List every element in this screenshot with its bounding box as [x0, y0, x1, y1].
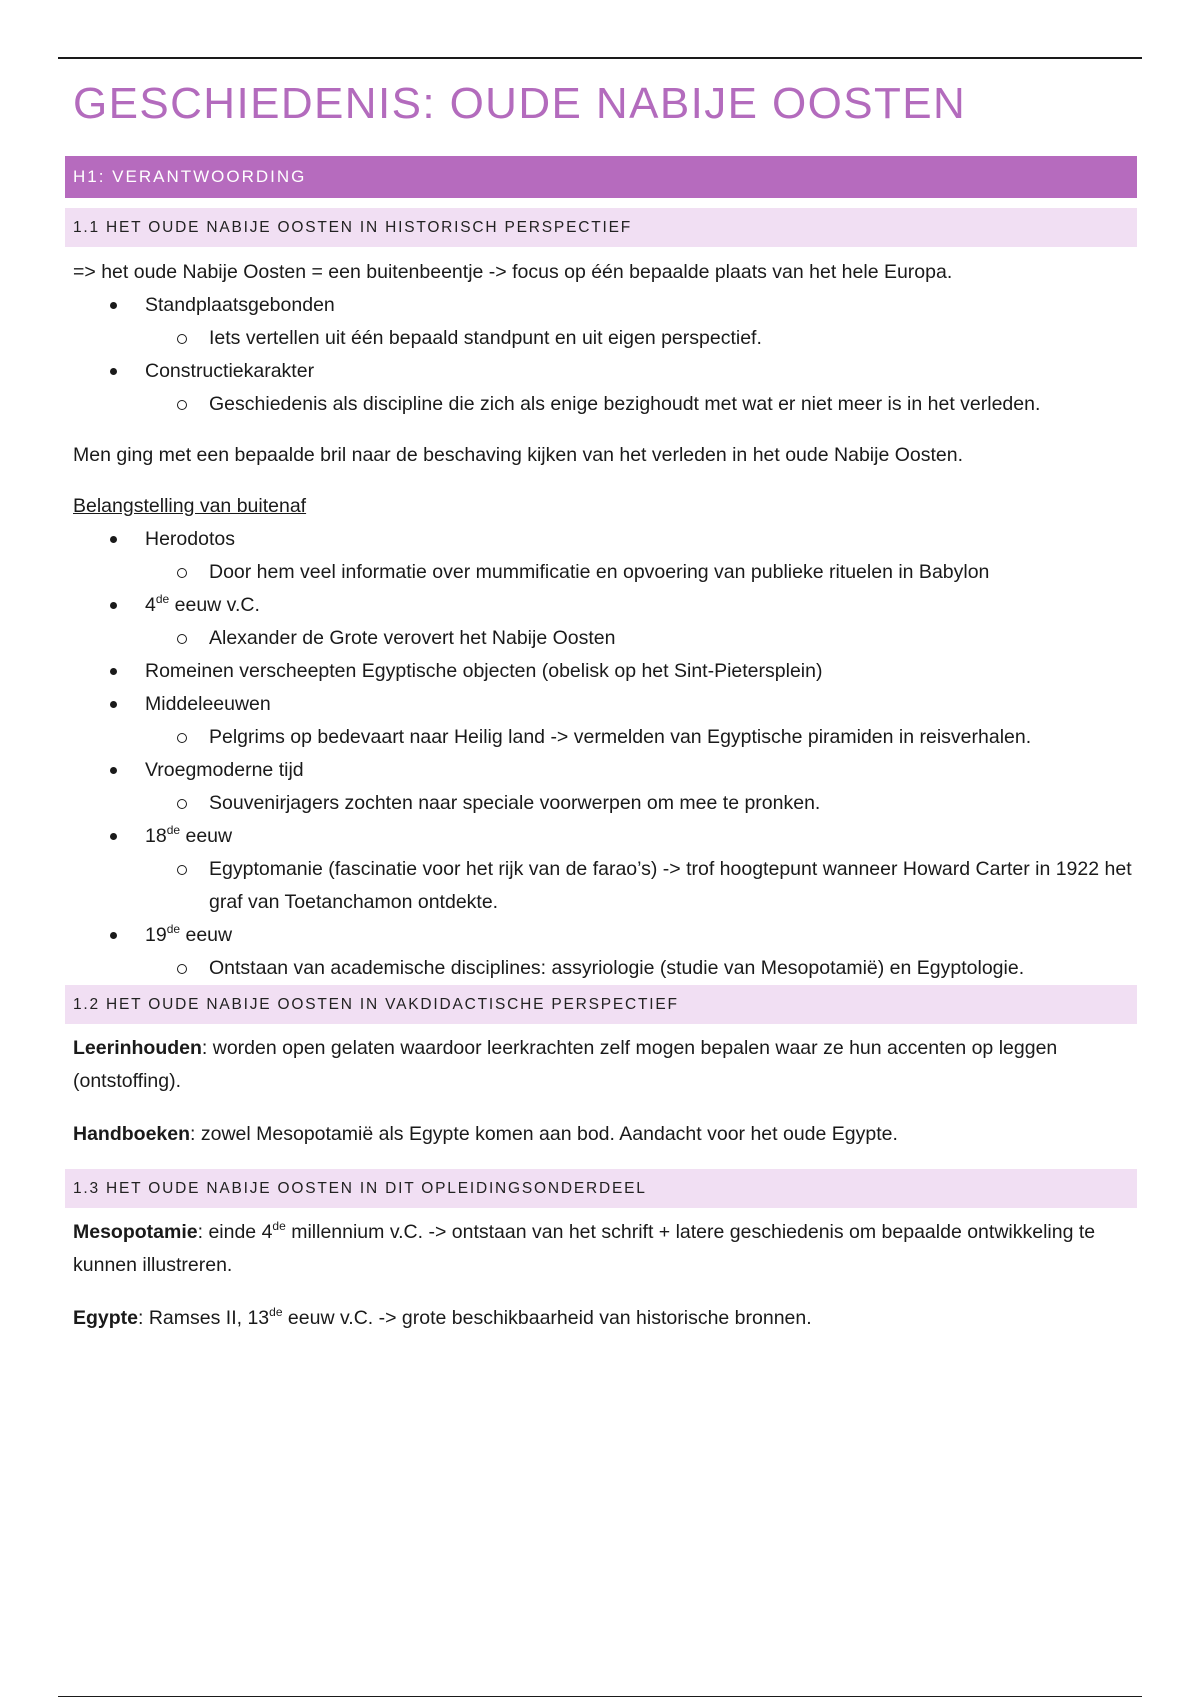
- term-bold: Leerinhouden: [73, 1037, 202, 1059]
- list-item: [65, 355, 1137, 421]
- bullet-icon: [110, 668, 117, 675]
- sub-list-item: [137, 853, 1137, 919]
- list-item-label: Vroegmoderne tijd: [145, 759, 304, 781]
- lead-paragraph: => het oude Nabije Oosten = een buitenbeentje -> focus op één bepaalde plaats van het hele Europa.: [73, 261, 953, 283]
- sub-list: [145, 322, 1137, 355]
- ordinal-suffix: de: [166, 922, 181, 936]
- bullet-icon: [110, 536, 117, 543]
- subheading-text: Belangstelling van buitenaf: [73, 495, 307, 517]
- document-page: [65, 72, 1137, 1335]
- sub-list: [145, 853, 1137, 919]
- bullet-icon: [110, 602, 117, 609]
- top-rule: [58, 57, 1142, 59]
- sub-list: [145, 787, 1137, 820]
- bullet-icon: [110, 767, 117, 774]
- sub-list-item-text: Ontstaan van academische disciplines: assyriologie (studie van Mesopotamië) en Egyptologie.: [209, 957, 1025, 979]
- subheading-belangstelling: [65, 490, 1137, 523]
- sub-list-item-text: Pelgrims op bedevaart naar Heilig land -> vermelden van Egyptische piramiden in reisverhalen.: [209, 726, 1032, 748]
- sub-list-item-text: Egyptomanie (fascinatie voor het rijk van de farao’s) -> trof hoogtepunt wanneer Howard Carter in 1922 het graf van Toetanchamon ontdekte.: [209, 858, 1132, 913]
- bottom-rule: [58, 1696, 1142, 1697]
- paragraph-handboeken: [65, 1118, 1137, 1151]
- sub-list-item-text: Souvenirjagers zochten naar speciale voorwerpen om mee te pronken.: [209, 792, 821, 814]
- sub-list-item: [137, 721, 1137, 754]
- section-heading-1-1: 1.1 HET OUDE NABIJE OOSTEN IN HISTORISCH PERSPECTIEF: [65, 208, 1137, 247]
- term-definition-b: eeuw v.C. -> grote beschikbaarheid van historische bronnen.: [282, 1307, 812, 1329]
- term-bold: Egypte: [73, 1307, 139, 1329]
- list-item-label: Romeinen verscheepten Egyptische objecten (obelisk op het Sint-Pietersplein): [145, 660, 823, 682]
- sub-list: [145, 388, 1137, 421]
- term-definition: : zowel Mesopotamië als Egypte komen aan bod. Aandacht voor het oude Egypte.: [190, 1123, 898, 1145]
- circle-bullet-icon: [177, 799, 187, 809]
- ordinal-number: 4: [145, 594, 156, 616]
- circle-bullet-icon: [177, 634, 187, 644]
- history-list: [65, 523, 1137, 985]
- list-item-label: [145, 594, 260, 616]
- list-item: [65, 688, 1137, 754]
- paragraph-mesopotamie: [65, 1216, 1137, 1282]
- list-item-label: [145, 924, 232, 946]
- sub-list-item: [137, 556, 1137, 589]
- sub-list: [145, 556, 1137, 589]
- list-item-label: Middeleeuwen: [145, 693, 271, 715]
- sub-list: [145, 622, 1137, 655]
- list-item: [65, 655, 1137, 688]
- chapter-heading: H1: VERANTWOORDING: [65, 156, 1137, 198]
- section-heading-1-3: 1.3 HET OUDE NABIJE OOSTEN IN DIT OPLEIDINGSONDERDEEL: [65, 1169, 1137, 1208]
- list-item: [65, 289, 1137, 355]
- label-rest: eeuw: [180, 825, 233, 847]
- ordinal-suffix: de: [269, 1305, 283, 1319]
- circle-bullet-icon: [177, 568, 187, 578]
- perspective-list: [65, 289, 1137, 421]
- sub-list-item-text: Geschiedenis als discipline die zich als enige bezighoudt met wat er niet meer is in het verleden.: [209, 393, 1041, 415]
- document-title: GESCHIEDENIS: OUDE NABIJE OOSTEN: [73, 79, 967, 128]
- bullet-icon: [110, 833, 117, 840]
- sub-list-item: [137, 388, 1137, 421]
- sub-list-item: [137, 322, 1137, 355]
- sub-list-item-text: Alexander de Grote verovert het Nabije Oosten: [209, 627, 616, 649]
- circle-bullet-icon: [177, 733, 187, 743]
- paragraph-leerinhouden: [65, 1032, 1137, 1098]
- circle-bullet-icon: [177, 865, 187, 875]
- list-item-label: Constructiekarakter: [145, 360, 315, 382]
- list-item: [65, 820, 1137, 919]
- label-rest: eeuw v.C.: [169, 594, 260, 616]
- sub-list-item: [137, 952, 1137, 985]
- ordinal-number: 18: [145, 825, 167, 847]
- list-item-label: Herodotos: [145, 528, 235, 550]
- bullet-icon: [110, 368, 117, 375]
- bullet-icon: [110, 302, 117, 309]
- paragraph-egypte: [65, 1302, 1137, 1335]
- sub-list-item-text: Door hem veel informatie over mummificatie en opvoering van publieke rituelen in Babylon: [209, 561, 990, 583]
- list-item: [65, 754, 1137, 820]
- term-bold: Handboeken: [73, 1123, 191, 1145]
- paragraph-men: Men ging met een bepaalde bril naar de beschaving kijken van het verleden in het oude Nabije Oosten.: [73, 444, 964, 466]
- ordinal-suffix: de: [272, 1219, 286, 1233]
- bullet-icon: [110, 932, 117, 939]
- term-definition-a: : einde 4: [197, 1221, 273, 1243]
- bullet-icon: [110, 701, 117, 708]
- ordinal-number: 19: [145, 924, 167, 946]
- circle-bullet-icon: [177, 400, 187, 410]
- list-item-label: [145, 825, 232, 847]
- ordinal-suffix: de: [155, 592, 170, 606]
- ordinal-suffix: de: [166, 823, 181, 837]
- term-definition-b: millennium v.C. -> ontstaan van het schrift + latere geschiedenis om bepaalde ontwikkeling te kunnen illustreren.: [73, 1221, 1096, 1276]
- sub-list-item: [137, 787, 1137, 820]
- sub-list-item-text: Iets vertellen uit één bepaald standpunt en uit eigen perspectief.: [209, 327, 762, 349]
- label-rest: eeuw: [180, 924, 233, 946]
- sub-list-item: [137, 622, 1137, 655]
- section-heading-1-2: 1.2 HET OUDE NABIJE OOSTEN IN VAKDIDACTISCHE PERSPECTIEF: [65, 985, 1137, 1024]
- term-bold: Mesopotamie: [73, 1221, 198, 1243]
- list-item-label: Standplaatsgebonden: [145, 294, 335, 316]
- circle-bullet-icon: [177, 334, 187, 344]
- sub-list: [145, 721, 1137, 754]
- list-item: [65, 589, 1137, 655]
- term-definition: : worden open gelaten waardoor leerkrachten zelf mogen bepalen waar ze hun accenten op leggen (ontstoffing).: [73, 1037, 1058, 1092]
- sub-list: [145, 952, 1137, 985]
- list-item: [65, 919, 1137, 985]
- circle-bullet-icon: [177, 964, 187, 974]
- term-definition-a: : Ramses II, 13: [138, 1307, 270, 1329]
- list-item: [65, 523, 1137, 589]
